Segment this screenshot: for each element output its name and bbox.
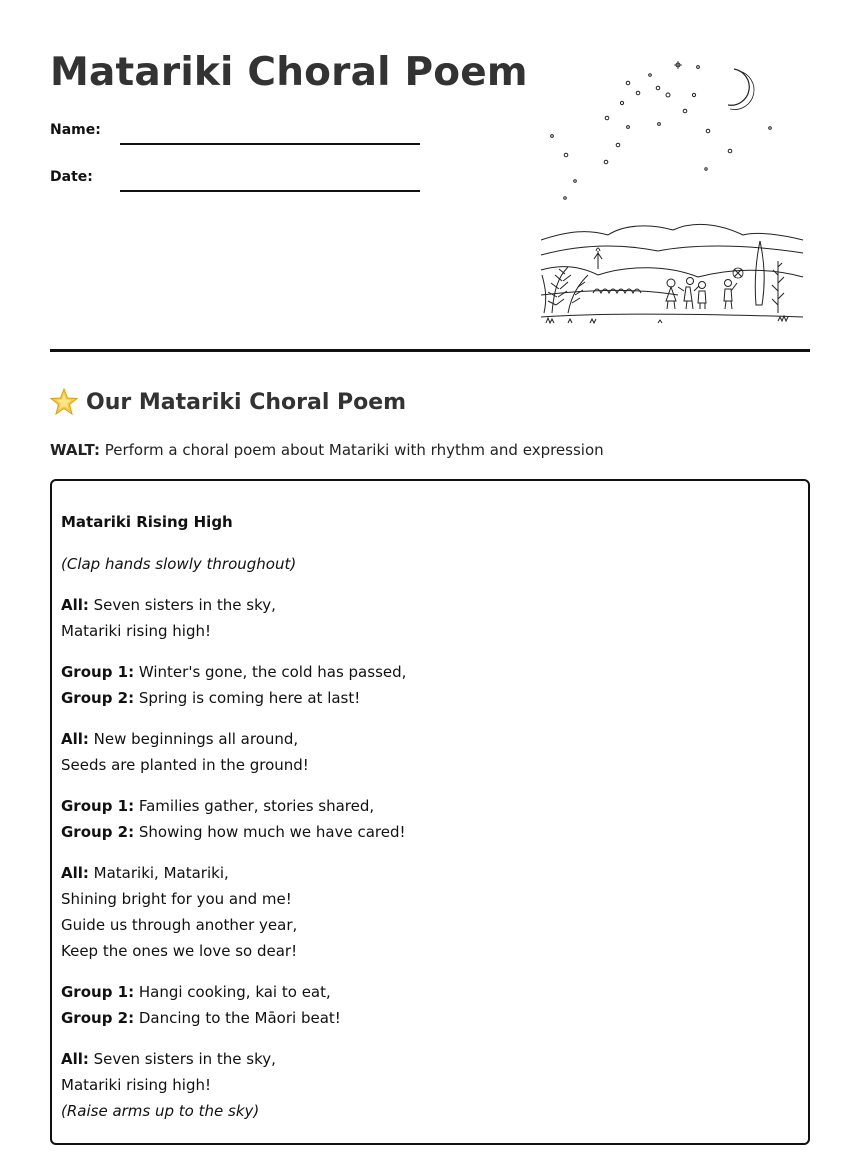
poem-line: Keep the ones we love so dear! <box>61 942 298 960</box>
stanza <box>61 726 799 778</box>
poem-line: Group 1: Families gather, stories shared, <box>61 797 375 815</box>
speaker-label: All: <box>61 864 89 882</box>
speaker-label: Group 1: <box>61 797 135 815</box>
poem-line: All: Seven sisters in the sky, <box>61 596 276 614</box>
stanza <box>61 793 799 845</box>
speaker-label: All: <box>61 596 89 614</box>
page-title: Matariki Choral Poem <box>50 50 528 95</box>
stanza <box>61 979 799 1031</box>
speaker-label: All: <box>61 730 89 748</box>
stanza <box>61 1046 799 1124</box>
poem-line: All: Seven sisters in the sky, <box>61 1050 276 1068</box>
poem-line: Group 2: Showing how much we have cared! <box>61 823 406 841</box>
poem-line: Guide us through another year, <box>61 916 298 934</box>
date-label: Date: <box>50 169 93 185</box>
date-field[interactable] <box>120 190 420 192</box>
walt-label: WALT: <box>50 441 100 459</box>
poem-line: All: Matariki, Matariki, <box>61 864 229 882</box>
matariki-night-landscape-illustration <box>538 55 808 330</box>
star-icon <box>50 388 78 416</box>
speaker-label: Group 2: <box>61 689 135 707</box>
poem-line: Seeds are planted in the ground! <box>61 756 309 774</box>
name-label: Name: <box>50 122 101 138</box>
poem-line: Group 1: Hangi cooking, kai to eat, <box>61 983 331 1001</box>
poem-line: Group 2: Dancing to the Māori beat! <box>61 1009 341 1027</box>
poem-line: Matariki rising high! <box>61 1076 211 1094</box>
poem-line: Shining bright for you and me! <box>61 890 292 908</box>
section-heading <box>50 388 406 416</box>
stanza <box>61 592 799 644</box>
speaker-label: Group 2: <box>61 1009 135 1027</box>
poem-line: Group 1: Winter's gone, the cold has passed, <box>61 663 407 681</box>
walt-text: Perform a choral poem about Matariki with rhythm and expression <box>99 441 604 459</box>
poem-title: Matariki Rising High <box>61 513 233 531</box>
speaker-label: Group 1: <box>61 663 135 681</box>
speaker-label: All: <box>61 1050 89 1068</box>
poem-line: Matariki rising high! <box>61 622 211 640</box>
poem-instruction: (Clap hands slowly throughout) <box>61 555 297 573</box>
poem-box <box>50 479 810 1145</box>
stanza <box>61 659 799 711</box>
stanza <box>61 860 799 964</box>
speaker-label: Group 2: <box>61 823 135 841</box>
walt-statement <box>50 441 604 459</box>
section-heading-text: Our Matariki Choral Poem <box>86 389 407 415</box>
header-divider <box>50 349 810 352</box>
poem-line: All: New beginnings all around, <box>61 730 299 748</box>
poem-line: Group 2: Spring is coming here at last! <box>61 689 361 707</box>
poem-instruction: (Raise arms up to the sky) <box>61 1102 260 1120</box>
stanza-instruction <box>61 551 799 577</box>
name-field[interactable] <box>120 143 420 145</box>
speaker-label: Group 1: <box>61 983 135 1001</box>
